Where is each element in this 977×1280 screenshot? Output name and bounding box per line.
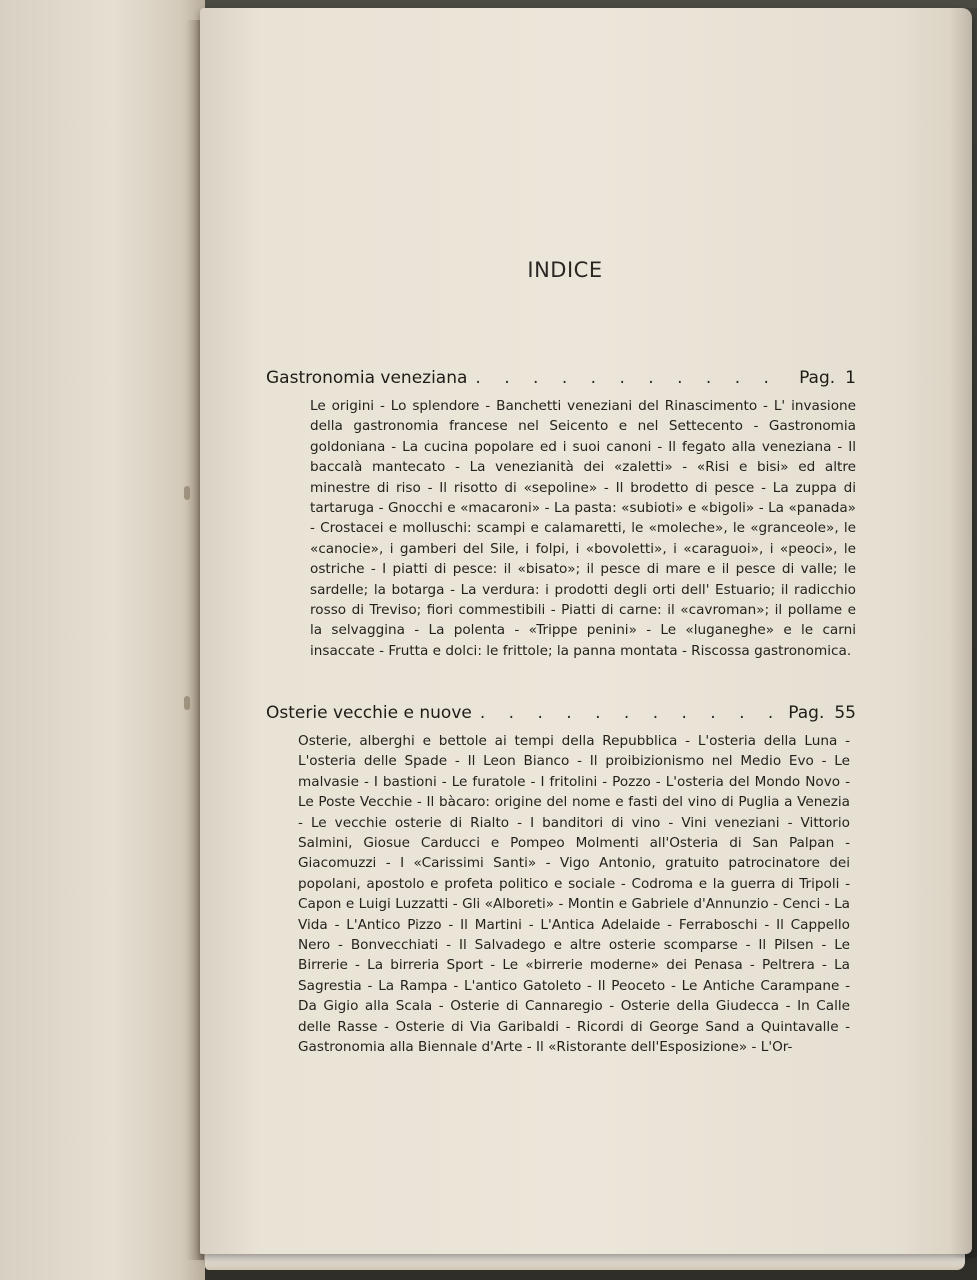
binding-stitch <box>184 486 190 500</box>
toc-page-ref <box>799 368 856 388</box>
toc-page-number: 1 <box>845 368 856 388</box>
toc-page-ref <box>788 703 856 723</box>
toc-page-label: Pag. <box>788 703 825 723</box>
toc-entry-title: Osterie vecchie e nuove <box>266 703 472 723</box>
toc-page-label: Pag. <box>799 368 836 388</box>
toc-entry-summary: Le origini - Lo splendore - Banchetti veneziani del Rinascimento - L' invasione della gastronomia francese nel Seicento e nel Settecento - Gastronomia goldoniana - La cucina popolare ed i suoi canoni - Il fegato alla veneziana - Il baccalà mantecato - La venezianità dei «zaletti» - «Risi e bisi» ed altre minestre di riso - Il risotto di «sepoline» - Il brodetto di pesce - La zuppa di tartaruga - Gnocchi e «macaroni» - La pasta: «subioti» e «bigoli» - La «panada» - Crostacei e molluschi: scampi e calamaretti, le «moleche», le «granceole», le «canocie», i gamberi del Sile, i folpi, i «bovoletti», i «caraguoi», i «peoci», le ostriche - I piatti di pesce: il «bisato»; il pesce di mare e il pesce di valle; le sardelle; la botarga - La verdura: i prodotti degli orti dell' Estuario; il radicchio rosso di Treviso; fiori commestibili - Piatti di carne: il «cavroman»; il pollame e la selvaggina - La polenta - «Trippe penini» - Le «luganeghe» e le carni insaccate - Frutta e dolci: le frittole; la panna montata - Riscossa gastronomica. <box>310 398 856 659</box>
toc-entry <box>266 703 856 1058</box>
page-title: INDICE <box>527 258 603 282</box>
page-edge-shadow <box>950 8 977 1258</box>
toc-entry <box>266 368 856 661</box>
binding-stitch <box>184 696 190 710</box>
toc-entry-header <box>266 703 856 729</box>
toc-leader-dots <box>475 368 791 388</box>
toc-page-number: 55 <box>834 703 856 723</box>
toc-entry-header <box>266 368 856 394</box>
toc-entry-summary: Osterie, alberghi e bettole ai tempi della Repubblica - L'osteria della Luna - L'osteria delle Spade - Il Leon Bianco - Il proibizionismo nel Medio Evo - Le malvasie - I bastioni - Le furatole - I fritolini - Pozzo - L'osteria del Mondo Novo - Le Poste Vecchie - Il bàcaro: origine del nome e fasti del vino di Puglia a Venezia - Le vecchie osterie di Rialto - I banditori di vino - Vini veneziani - Vittorio Salmini, Giosue Carducci e Pompeo Molmenti all'Osteria di San Palpan - Giacomuzzi - I «Carissimi Santi» - Vigo Antonio, gratuito patrocinatore dei popolani, apostolo e profeta politico e sociale - Codroma e la guerra di Tripoli - Capon e Luigi Luzzatti - Gli «Alboreti» - Montin e Gabriele d'Annunzio - Cenci - La Vida - L'Antico Pizzo - Il Martini - L'Antica Adelaide - Ferraboschi - Il Cappello Nero - Bonvecchiati - Il Salvadego e altre osterie scomparse - Il Pilsen - Le Birrerie - La birreria Sport - Le «birrerie moderne» dei Penasa - Peltrera - La Sagrestia - La Rampa - L'antico Gatoleto - Il Peoceto - Le Antiche Carampane - Da Gigio alla Scala - Osterie di Cannaregio - Osterie della Giudecca - In Calle delle Rasse - Osterie di Via Garibaldi - Ricordi di George Sand a Quintavalle - Gastronomia alla Biennale d'Arte - Il «Ristorante dell'Esposizione» - L'Or- <box>298 733 850 1056</box>
left-page <box>0 0 205 1280</box>
toc-leader-dots <box>480 703 780 723</box>
toc-entry-title: Gastronomia veneziana <box>266 368 468 388</box>
